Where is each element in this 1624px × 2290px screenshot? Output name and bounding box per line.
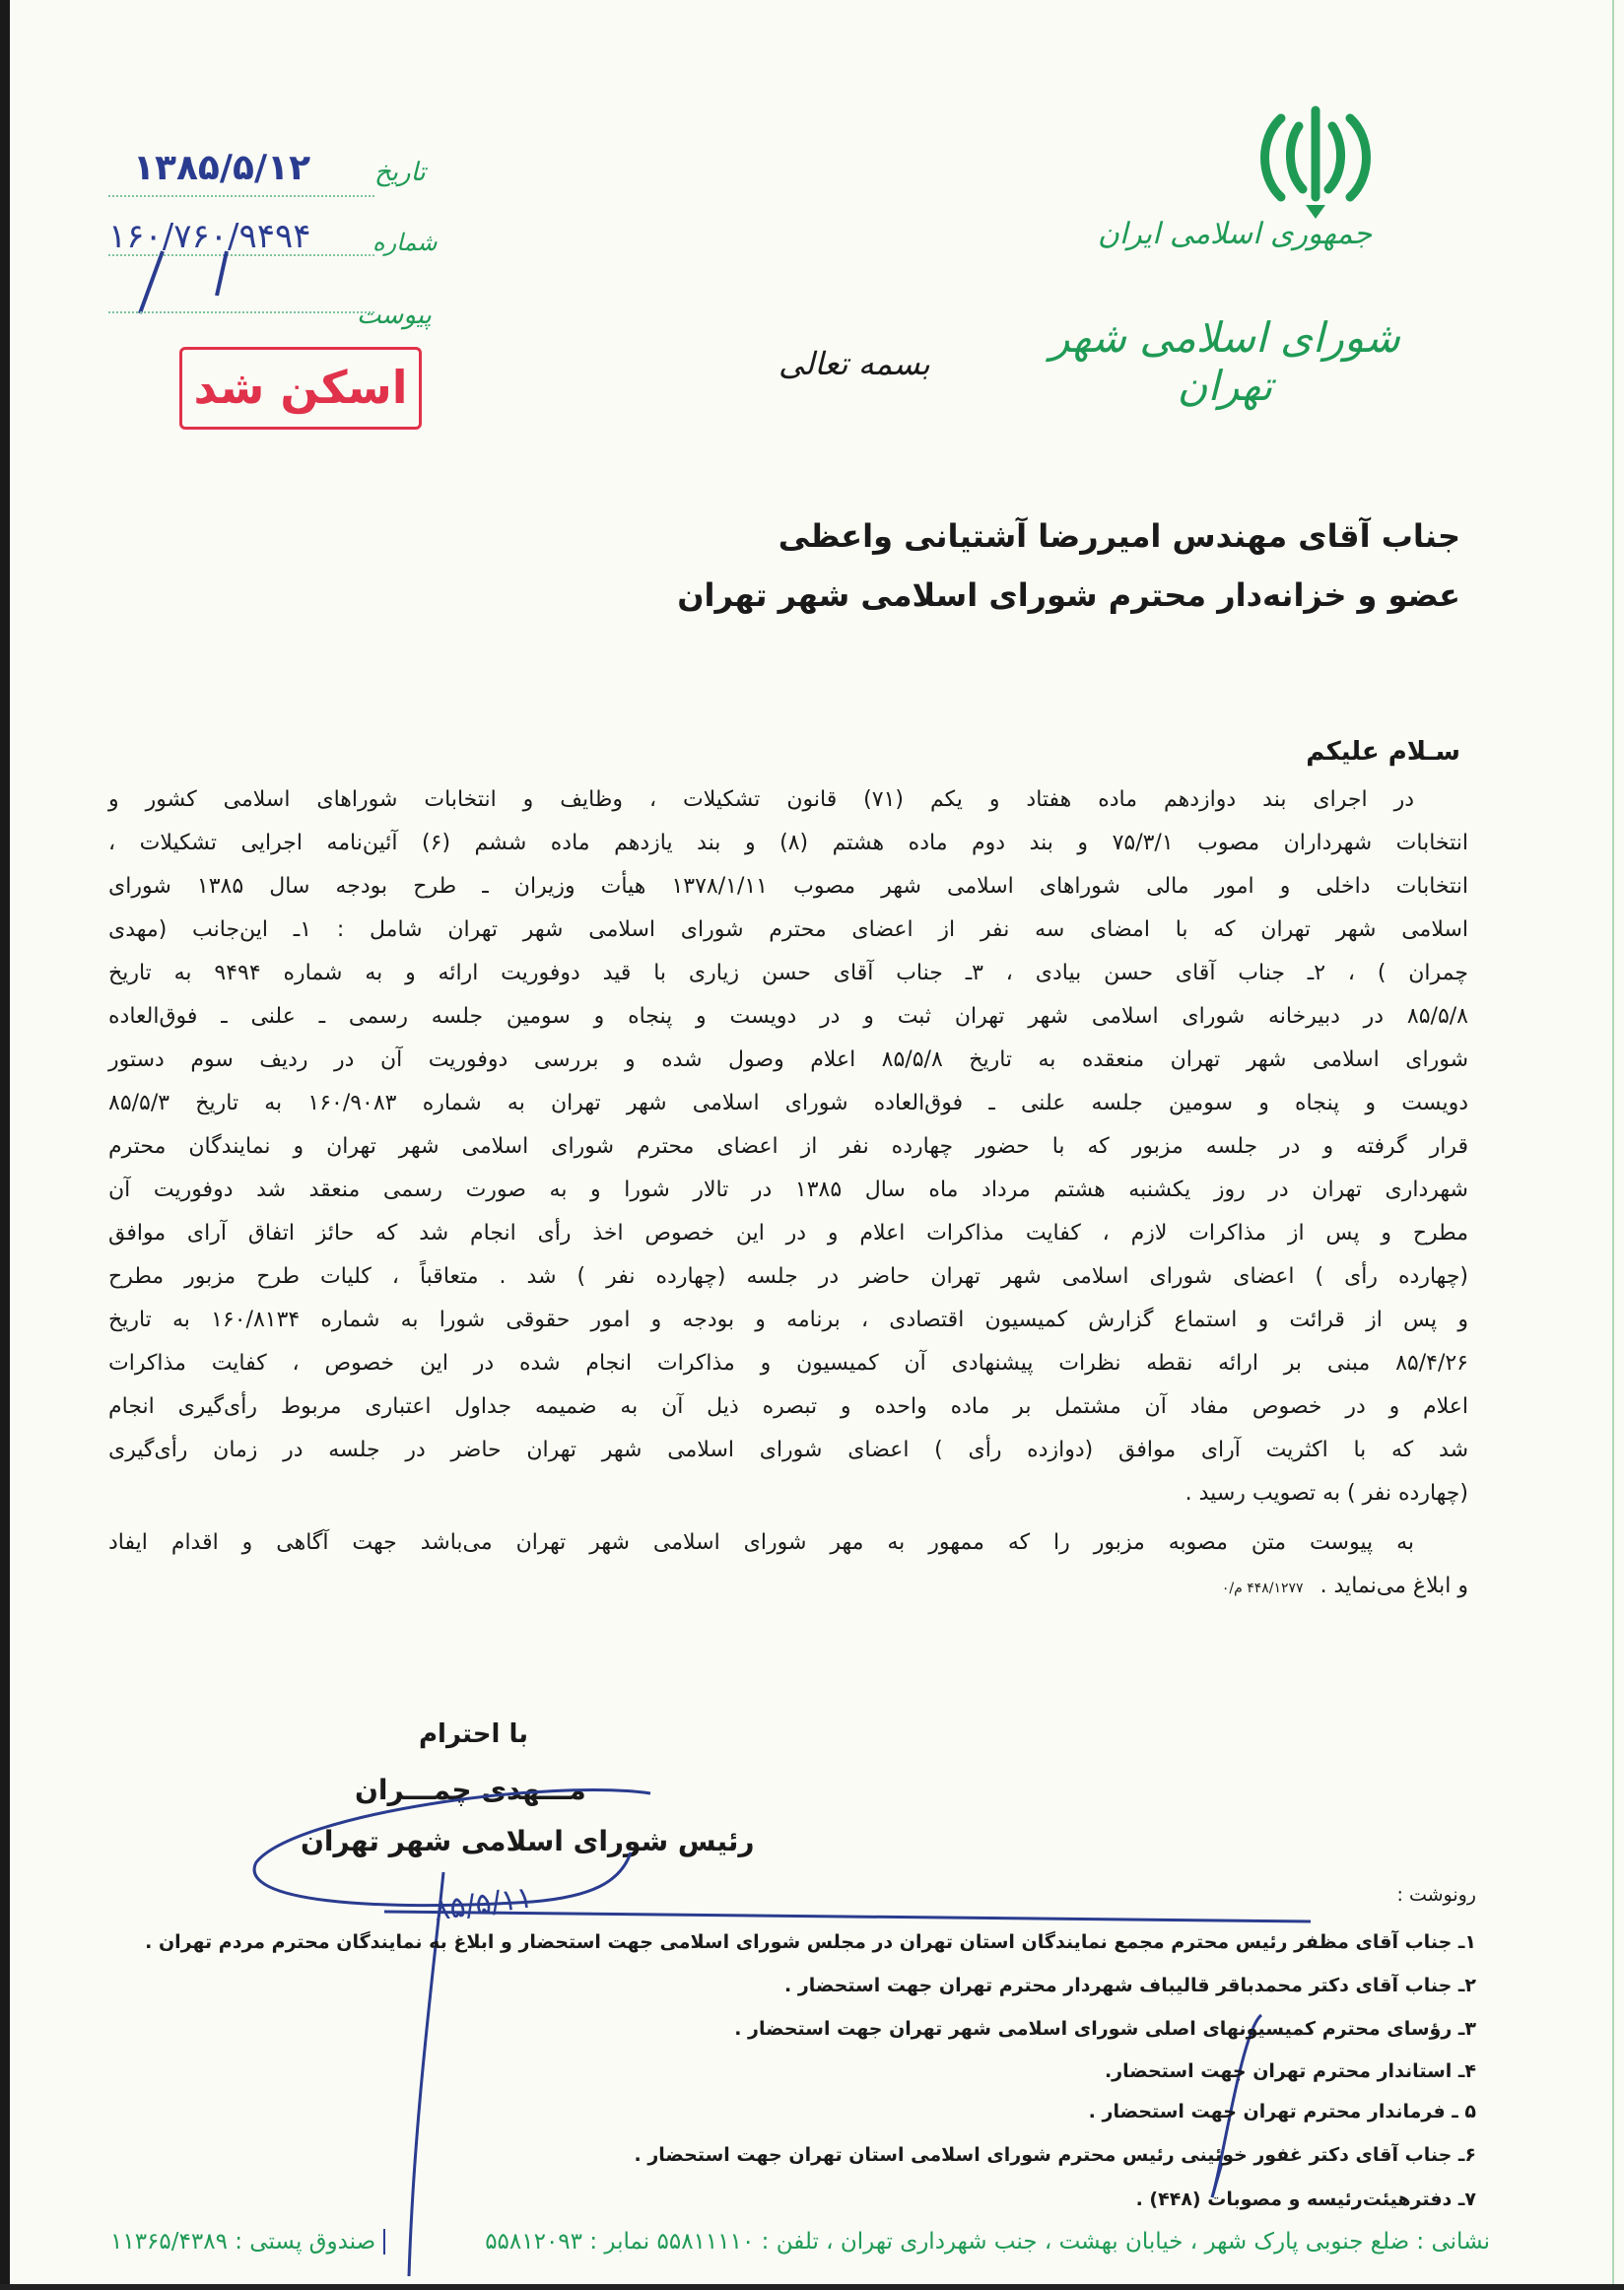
body-line: شهرداری تهران در روز یکشنبه هشتم مرداد ماه سال ۱۳۸۵ در تالار شورا و به صورت رسمی منعقد شد دوفوریت آن — [108, 1178, 1468, 1202]
body-line: انتخابات داخلی و امور مالی شوراهای اسلامی شهر مصوب ۱۳۷۸/۱/۱۱ هیأت وزیران ـ طرح بودجه سال ۱۳۸۵ شورای — [108, 874, 1468, 899]
attachment-line — [108, 311, 374, 313]
body-line-text: و ابلاغ می‌نماید . — [1320, 1574, 1468, 1598]
body-line: و پس از قرائت و استماع گزارش کمیسیون اقتصادی ، برنامه و بودجه و امور حقوقی شورا به شماره ۱۶۰/۸۱۳۴ به تاریخ — [108, 1308, 1468, 1332]
footer-address: نشانی : ضلع جنوبی پارک شهر ، خیابان بهشت ، جنب شهرداری تهران ، تلفن : ۵۵۸۱۱۱۱۰ نمابر : ۵۵۸۱۲۰۹۳ — [485, 2229, 1490, 2255]
body-line: شورای اسلامی شهر تهران منعقده به تاریخ ۸۵/۵/۸ اعلام وصول شده و بررسی دوفوریت آن در ردیف سوم دستور — [108, 1047, 1468, 1072]
date-line — [108, 195, 374, 197]
reference-code: ۴۴۸/۱۲۷۷ م/۰ — [1221, 1581, 1304, 1596]
body-line: ۸۵/۴/۲۶ مبنی بر ارائه نقطه نظرات پیشنهادی آن کمیسیون و مذاکرات انجام شده در این خصوص ، کفایت مذاکرات — [108, 1351, 1468, 1376]
letter-body — [108, 778, 1468, 1608]
cc-item: ۱ـ جناب آقای مظفر رئیس محترم مجمع نمایندگان استان تهران در مجلس شورای اسلامی جهت استحضار و ابلاغ به نمایندگان محترم مردم تهران . — [145, 1931, 1476, 1953]
cc-label: رونوشت : — [1396, 1884, 1476, 1906]
attachment-label: پیوست — [357, 301, 432, 330]
number-label: شماره — [372, 229, 438, 256]
cc-item: ۵ ـ فرماندار محترم تهران جهت استحضار . — [1088, 2101, 1476, 2122]
date-value: ۱۳۸۵/۵/۱۲ — [133, 148, 311, 188]
body-line: قرار گرفته و در جلسه مزبور که با حضور چهارده نفر از اعضای محترم شورای اسلامی شهر تهران و نمایندگان محترم — [108, 1134, 1468, 1159]
cc-item: ۴ـ استاندار محترم تهران جهت استحضار. — [1104, 2060, 1476, 2082]
handwritten-strokes — [128, 246, 246, 315]
signer-name: مـــهدی چمـــران — [355, 1774, 586, 1806]
body-line: اعلام و در خصوص مفاد آن مشتمل بر ماده واحده و تبصره ذیل آن به ضمیمه جداول اعتباری مربوط رأی‌گیری انجام — [108, 1394, 1468, 1419]
body-line-final — [108, 1565, 1468, 1608]
handwritten-date: ۸۵/۵/۱۱ — [432, 1880, 535, 1928]
cc-item: ۳ـ رؤسای محترم کمیسیونهای اصلی شورای اسلامی شهر تهران جهت استحضار . — [734, 2018, 1476, 2040]
body-line: ۸۵/۵/۸ در دبیرخانه شورای اسلامی شهر تهران ثبت و در دویست و پنجاه و سومین جلسه رسمی ـ علنی ـ فوق‌العاده — [108, 1004, 1468, 1029]
body-line: در اجرای بند دوازدهم ماده هفتاد و یکم (۷۱) قانون تشکیلات ، وظایف و انتخابات شوراهای اسلامی کشور و — [108, 787, 1414, 812]
signer-title: رئیس شورای اسلامی شهر تهران — [301, 1825, 755, 1857]
recipient-name: جناب آقای مهندس امیررضا آشتیانی واعظی — [778, 517, 1460, 555]
body-line: شد که با اکثریت آرای موافق (دوازده رأی ) اعضای شورای اسلامی شهر تهران حاضر در جلسه در زمان رأی‌گیری — [108, 1438, 1468, 1462]
recipient-title: عضو و خزانه‌دار محترم شورای اسلامی شهر تهران — [677, 576, 1460, 614]
scan-edge-right — [1612, 0, 1614, 2290]
scan-edge-left — [0, 0, 10, 2290]
organization-name: شورای اسلامی شهر تهران — [1049, 313, 1400, 410]
invocation: بسمه تعالی — [778, 345, 930, 382]
country-name: جمهوری اسلامی ایران — [1097, 217, 1373, 251]
salutation: سـلام علیکم — [1306, 737, 1460, 767]
number-value: ۱۶۰/۷۶۰/۹۴۹۴ — [108, 217, 311, 256]
iran-emblem-icon — [1252, 99, 1380, 222]
body-line: اسلامی شهر تهران که با امضای سه نفر از اعضای محترم شورای اسلامی شهر تهران شامل : ۱ـ این‌جانب (مهدی — [108, 917, 1468, 942]
cc-item: ۶ـ جناب آقای دکتر غفور خوئینی رئیس محترم شورای اسلامی استان تهران جهت استحضار . — [634, 2144, 1476, 2166]
body-line: (چهارده نفر ) به تصویب رسید . — [1184, 1481, 1468, 1506]
body-line: مطرح و پس از مذاکرات لازم ، کفایت مذاکرات اعلام و در این خصوص اخذ رأی انجام شد که حائز اتفاق آرای موافق — [108, 1221, 1468, 1246]
body-line: به پیوست متن مصوبه مزبور را که ممهور به مهر شورای اسلامی شهر تهران می‌باشد جهت آگاهی و اقدام ایفاد — [108, 1530, 1414, 1555]
body-line: (چهارده رأی ) اعضای شورای اسلامی شهر تهران حاضر در جلسه (چهارده نفر ) شد . متعاقباً ، کلیات طرح مزبور مطرح — [108, 1264, 1468, 1289]
body-line: چمران ) ، ۲ـ جناب آقای حسن بیادی ، ۳ـ جناب آقای حسن زیاری با قید دوفوریت ارائه و به شماره ۹۴۹۴ به تاریخ — [108, 961, 1468, 985]
body-line: انتخابات شهرداران مصوب ۷۵/۳/۱ و بند دوم ماده هشتم (۸) و بند یازدهم ماده ششم (۶) آئین‌نامه اجرایی تشکیلات ، — [108, 831, 1469, 855]
cc-item: ۲ـ جناب آقای دکتر محمدباقر قالیباف شهردار محترم تهران جهت استحضار . — [784, 1975, 1476, 1996]
body-line: دویست و پنجاه و سومین جلسه علنی ـ فوق‌العاده شورای اسلامی شهر تهران به شماره ۱۶۰/۹۰۸۳ به تاریخ ۸۵/۵/۳ — [108, 1091, 1468, 1115]
scanned-stamp: اسکن شد — [179, 347, 422, 430]
footer-po-box: صندوق پستی : ۱۱۳۶۵/۴۳۸۹ — [110, 2229, 385, 2255]
cc-item: ۷ـ دفترهیئت‌رئیسه و مصوبات (۴۴۸) . — [1135, 2189, 1476, 2210]
date-label: تاریخ — [374, 158, 426, 187]
regards: با احترام — [419, 1719, 528, 1749]
